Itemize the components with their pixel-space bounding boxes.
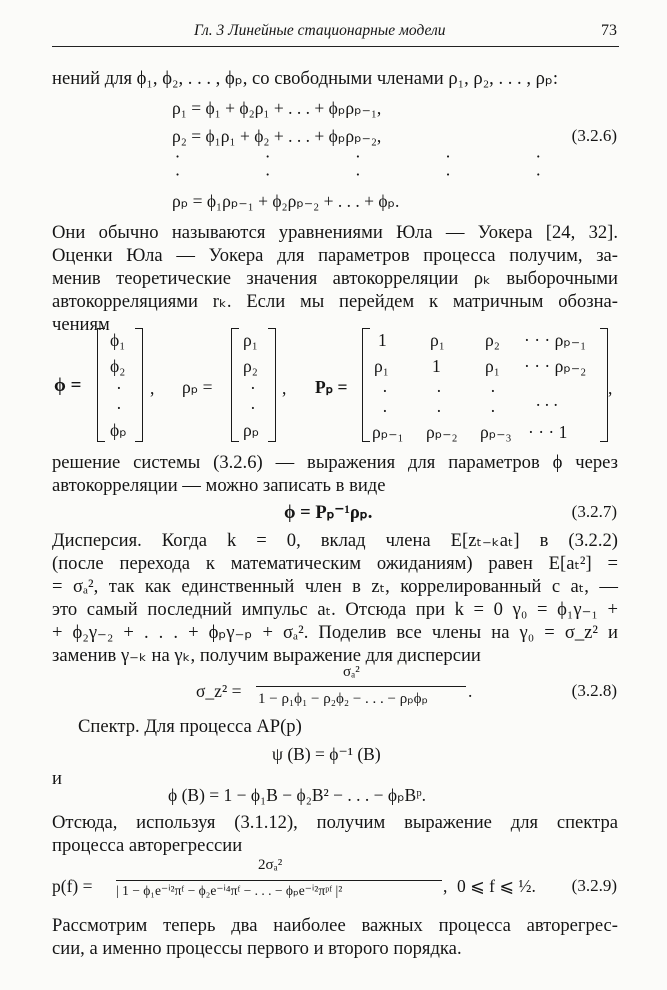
comma: , bbox=[282, 378, 287, 398]
equation: ψ (B) = ϕ⁻¹ (B) bbox=[272, 744, 381, 764]
paragraph-line: и bbox=[52, 768, 62, 789]
equation: ϕ (B) = 1 − ϕ₁B − ϕ₂B² − . . . − ϕₚBᵖ. bbox=[168, 785, 427, 805]
vertical-dot: · bbox=[382, 401, 388, 421]
matrix-cell: ρ₁ bbox=[485, 356, 500, 376]
equation-row: ρ₁ = ϕ₁ + ϕ₂ρ₁ + . . . + ϕₚρₚ₋₁, bbox=[172, 98, 382, 118]
matrix-cell: · bbox=[490, 381, 496, 401]
paragraph-line: решение системы (3.2.6) — выражения для параметров ϕ через bbox=[52, 452, 618, 473]
P-label: Pₚ = bbox=[315, 377, 348, 397]
paragraph-line: Рассмотрим теперь два наиболее важных процесса авторегрес- bbox=[52, 915, 618, 936]
paragraph-line: Оценки Юла — Уокера для параметров процесса получим, за- bbox=[52, 245, 618, 266]
matrix-cell: · bbox=[436, 381, 442, 401]
bracket-right bbox=[135, 328, 143, 442]
fraction-numerator: 2σₐ² bbox=[258, 857, 283, 873]
equation-lhs: p(f) = bbox=[52, 876, 93, 896]
matrix-cell: · bbox=[382, 381, 388, 401]
vector-element: · bbox=[250, 398, 256, 418]
paragraph-line: заменив γ₋ₖ на γₖ, получим выражение для дисперсии bbox=[52, 645, 481, 666]
fraction-denominator: | 1 − ϕ₁e⁻ⁱ²πᶠ − ϕ₂e⁻ⁱ⁴πᶠ − . . . − ϕₚe⁻ⁱ²πᵖᶠ |² bbox=[116, 883, 343, 898]
vector-element: · bbox=[250, 378, 256, 398]
matrix-cell: · · · ρₚ₋₂ bbox=[524, 356, 587, 376]
equation-number: (3.2.8) bbox=[571, 681, 617, 700]
vector-element: ϕ₁ bbox=[110, 330, 126, 350]
matrix-cell: ρₚ₋₂ bbox=[426, 422, 458, 442]
equation-number: (3.2.6) bbox=[571, 126, 617, 145]
comma: , bbox=[443, 876, 448, 896]
paragraph-line: Они обычно называются уравнениями Юла — Уокера [24, 32]. bbox=[52, 222, 618, 243]
vector-element: · bbox=[116, 378, 122, 398]
paragraph-line: (после перехода к математическим ожиданиям) равен E[aₜ²] = bbox=[52, 553, 618, 574]
fraction-denominator: 1 − ρ₁ϕ₁ − ρ₂ϕ₂ − . . . − ρₚϕₚ bbox=[258, 691, 428, 707]
matrix-cell: ρ₁ bbox=[430, 330, 445, 350]
vertical-dot: · bbox=[490, 401, 496, 421]
phi-label: ϕ = bbox=[54, 375, 82, 396]
running-header bbox=[52, 20, 619, 47]
paragraph-line: автокорреляциями rₖ. Если мы перейдем к матричным обозна- bbox=[52, 291, 618, 312]
paragraph-line: сии, а именно процессы первого и второго порядка. bbox=[52, 938, 462, 959]
chapter-title: Гл. 3 Линейные стационарные модели bbox=[194, 22, 446, 39]
paragraph-line: менив теоретические значения автокорреляции ρₖ выборочными bbox=[52, 268, 618, 289]
matrix-cell: ρₚ₋₃ bbox=[480, 422, 512, 442]
paragraph-line: Дисперсия. Когда k = 0, вклад члена E[zₜ₋ₖaₜ] в (3.2.2) bbox=[52, 530, 618, 551]
page-number: 73 bbox=[601, 22, 617, 39]
rho-label: ρₚ = bbox=[182, 377, 213, 397]
vector-element: ϕₚ bbox=[110, 420, 127, 440]
bracket-left bbox=[362, 328, 370, 442]
bracket-left bbox=[97, 328, 105, 442]
paragraph-line: чениям bbox=[52, 314, 110, 335]
bracket-left bbox=[231, 328, 239, 442]
vector-element: · bbox=[116, 398, 122, 418]
equation-lhs: σ_z² = bbox=[196, 681, 242, 701]
matrix-cell: · · · 1 bbox=[528, 422, 568, 442]
bracket-right bbox=[600, 328, 608, 442]
paragraph-line: автокорреляции — можно записать в виде bbox=[52, 475, 386, 496]
matrix-cell: · · · ρₚ₋₁ bbox=[524, 330, 587, 350]
matrix-cell: . . . bbox=[536, 390, 558, 410]
equation-row: ρₚ = ϕ₁ρₚ₋₁ + ϕ₂ρₚ₋₂ + . . . + ϕₚ. bbox=[172, 191, 400, 211]
paragraph-line: процесса авторегрессии bbox=[52, 835, 243, 856]
matrix-cell: ρ₁ bbox=[374, 356, 389, 376]
comma: , bbox=[608, 378, 613, 398]
equation-number: (3.2.7) bbox=[571, 502, 617, 521]
paragraph-line: это самый последний импульс aₜ. Отсюда при k = 0 γ₀ = ϕ₁γ₋₁ + bbox=[52, 599, 618, 620]
comma: , bbox=[150, 378, 155, 398]
vertical-dot: · bbox=[436, 401, 442, 421]
matrix-cell: 1 bbox=[378, 330, 387, 350]
paragraph-line: = σₐ², так как единственный член в zₜ, коррелированный с aₜ, — bbox=[52, 576, 618, 597]
fraction-bar bbox=[256, 686, 466, 687]
matrix-cell: 1 bbox=[432, 356, 441, 376]
period: . bbox=[468, 681, 473, 701]
equation-row: ρ₂ = ϕ₁ρ₁ + ϕ₂ + . . . + ϕₚρₚ₋₂, bbox=[172, 126, 382, 146]
equation-number: (3.2.9) bbox=[571, 876, 617, 895]
fraction-numerator: σₐ² bbox=[343, 664, 360, 680]
matrix-cell: ρ₂ bbox=[485, 330, 500, 350]
vector-element: ρ₂ bbox=[243, 356, 258, 376]
equation-condition: 0 ⩽ f ⩽ ½. bbox=[457, 876, 536, 896]
paragraph-line: Спектр. Для процесса АР(p) bbox=[78, 716, 302, 737]
paragraph-line: + ϕ₂γ₋₂ + . . . + ϕₚγ₋ₚ + σₐ². Поделив все члены на γ₀ = σ_z² и bbox=[52, 622, 618, 643]
equation: ϕ = Pₚ⁻¹ρₚ. bbox=[284, 503, 373, 523]
paragraph-line: нений для ϕ₁, ϕ₂, . . . , ϕₚ, со свободными членами ρ₁, ρ₂, . . . , ρₚ: bbox=[52, 68, 559, 89]
vector-element: ρ₁ bbox=[243, 330, 258, 350]
bracket-right bbox=[268, 328, 276, 442]
vertical-dots: · · · · · bbox=[175, 147, 581, 166]
fraction-bar bbox=[116, 880, 442, 881]
vertical-dots: · · · · · bbox=[175, 165, 581, 184]
vector-element: ρₚ bbox=[243, 420, 260, 440]
paragraph-line: Отсюда, используя (3.1.12), получим выражение для спектра bbox=[52, 812, 618, 833]
vector-element: ϕ₂ bbox=[110, 356, 126, 376]
matrix-cell: ρₚ₋₁ bbox=[372, 422, 404, 442]
